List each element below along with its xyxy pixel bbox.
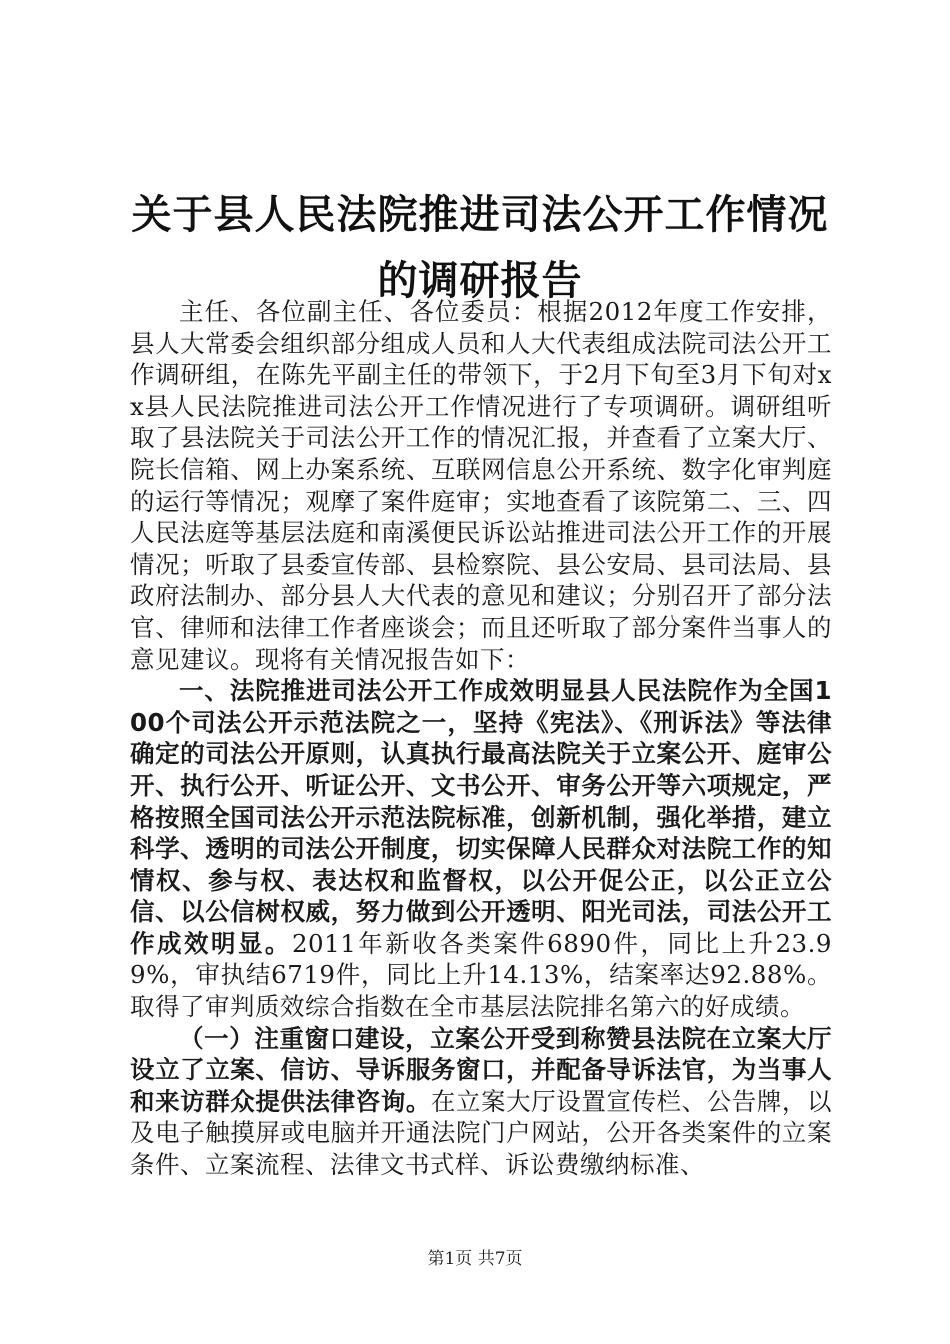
subsection-heading: （一）注重窗口建设，立案公开受到称赞县法院在立案大厅设立了立案、信访、导诉服务窗口，并配备导诉法官，为当事人和来访群众提供法律咨询。 bbox=[130, 1023, 832, 1116]
document-body bbox=[130, 296, 832, 1181]
paragraph-section-1 bbox=[130, 675, 832, 1023]
document-title: 关于县人民法院推进司法公开工作情况的调研报告 bbox=[131, 192, 829, 304]
paragraph-intro bbox=[130, 296, 832, 675]
paragraph-subsection-1 bbox=[130, 1023, 832, 1181]
page-number-footer: 第1页 共7页 bbox=[427, 1249, 523, 1269]
paragraph-text: 2011年新收各类案件6890件，同比上升23.99%，审执结6719件，同比上升14.13%，结案率达92.88%。取得了审判质效综合指数在全市基层法院排名第六的好成绩。 bbox=[130, 928, 832, 1022]
paragraph-text: 主任、各位副主任、各位委员：根据2012年度工作安排，县人大常委会组织部分组成人员和人大代表组成法院司法公开工作调研组，在陈先平副主任的带领下，于2月下旬至3月下旬对xx县人民法院推进司法公开工作情况进行了专项调研。调研组听取了县法院关于司法公开工作的情况汇报，并查看了立案大厅、院长信箱、网上办案系统、互联网信息公开系统、数字化审判庭的运行等情况；观摩了案件庭审；实地查看了该院第二、三、四人民法庭等基层法庭和南溪便民诉讼站推进司法公开工作的开展情况；听取了县委宣传部、县检察院、县公安局、县司法局、县政府法制办、部分县人大代表的意见和建议；分别召开了部分法官、律师和法律工作者座谈会；而且还听取了部分案件当事人的意见建议。现将有关情况报告如下： bbox=[130, 297, 832, 674]
section-heading: 一、法院推进司法公开工作成效明显县人民法院作为全国100个司法公开示范法院之一，坚持《宪法》、《刑诉法》等法律确定的司法公开原则，认真执行最高法院关于立案公开、庭审公开、执行公开、听证公开、文书公开、审务公开等六项规定，严格按照全国司法公开示范法院标准，创新机制，强化举措，建立科学、透明的司法公开制度，切实保障人民群众对法院工作的知情权、参与权、表达权和监督权，以公开促公正，以公正立公信、以公信树权威，努力做到公开透明、阳光司法，司法公开工作成效明显。 bbox=[130, 676, 832, 958]
paragraph-text: 在立案大厅设置宣传栏、公告牌，以及电子触摸屏或电脑并开通法院门户网站，公开各类案件的立案条件、立案流程、法律文书式样、诉讼费缴纳标准、 bbox=[130, 1086, 833, 1180]
